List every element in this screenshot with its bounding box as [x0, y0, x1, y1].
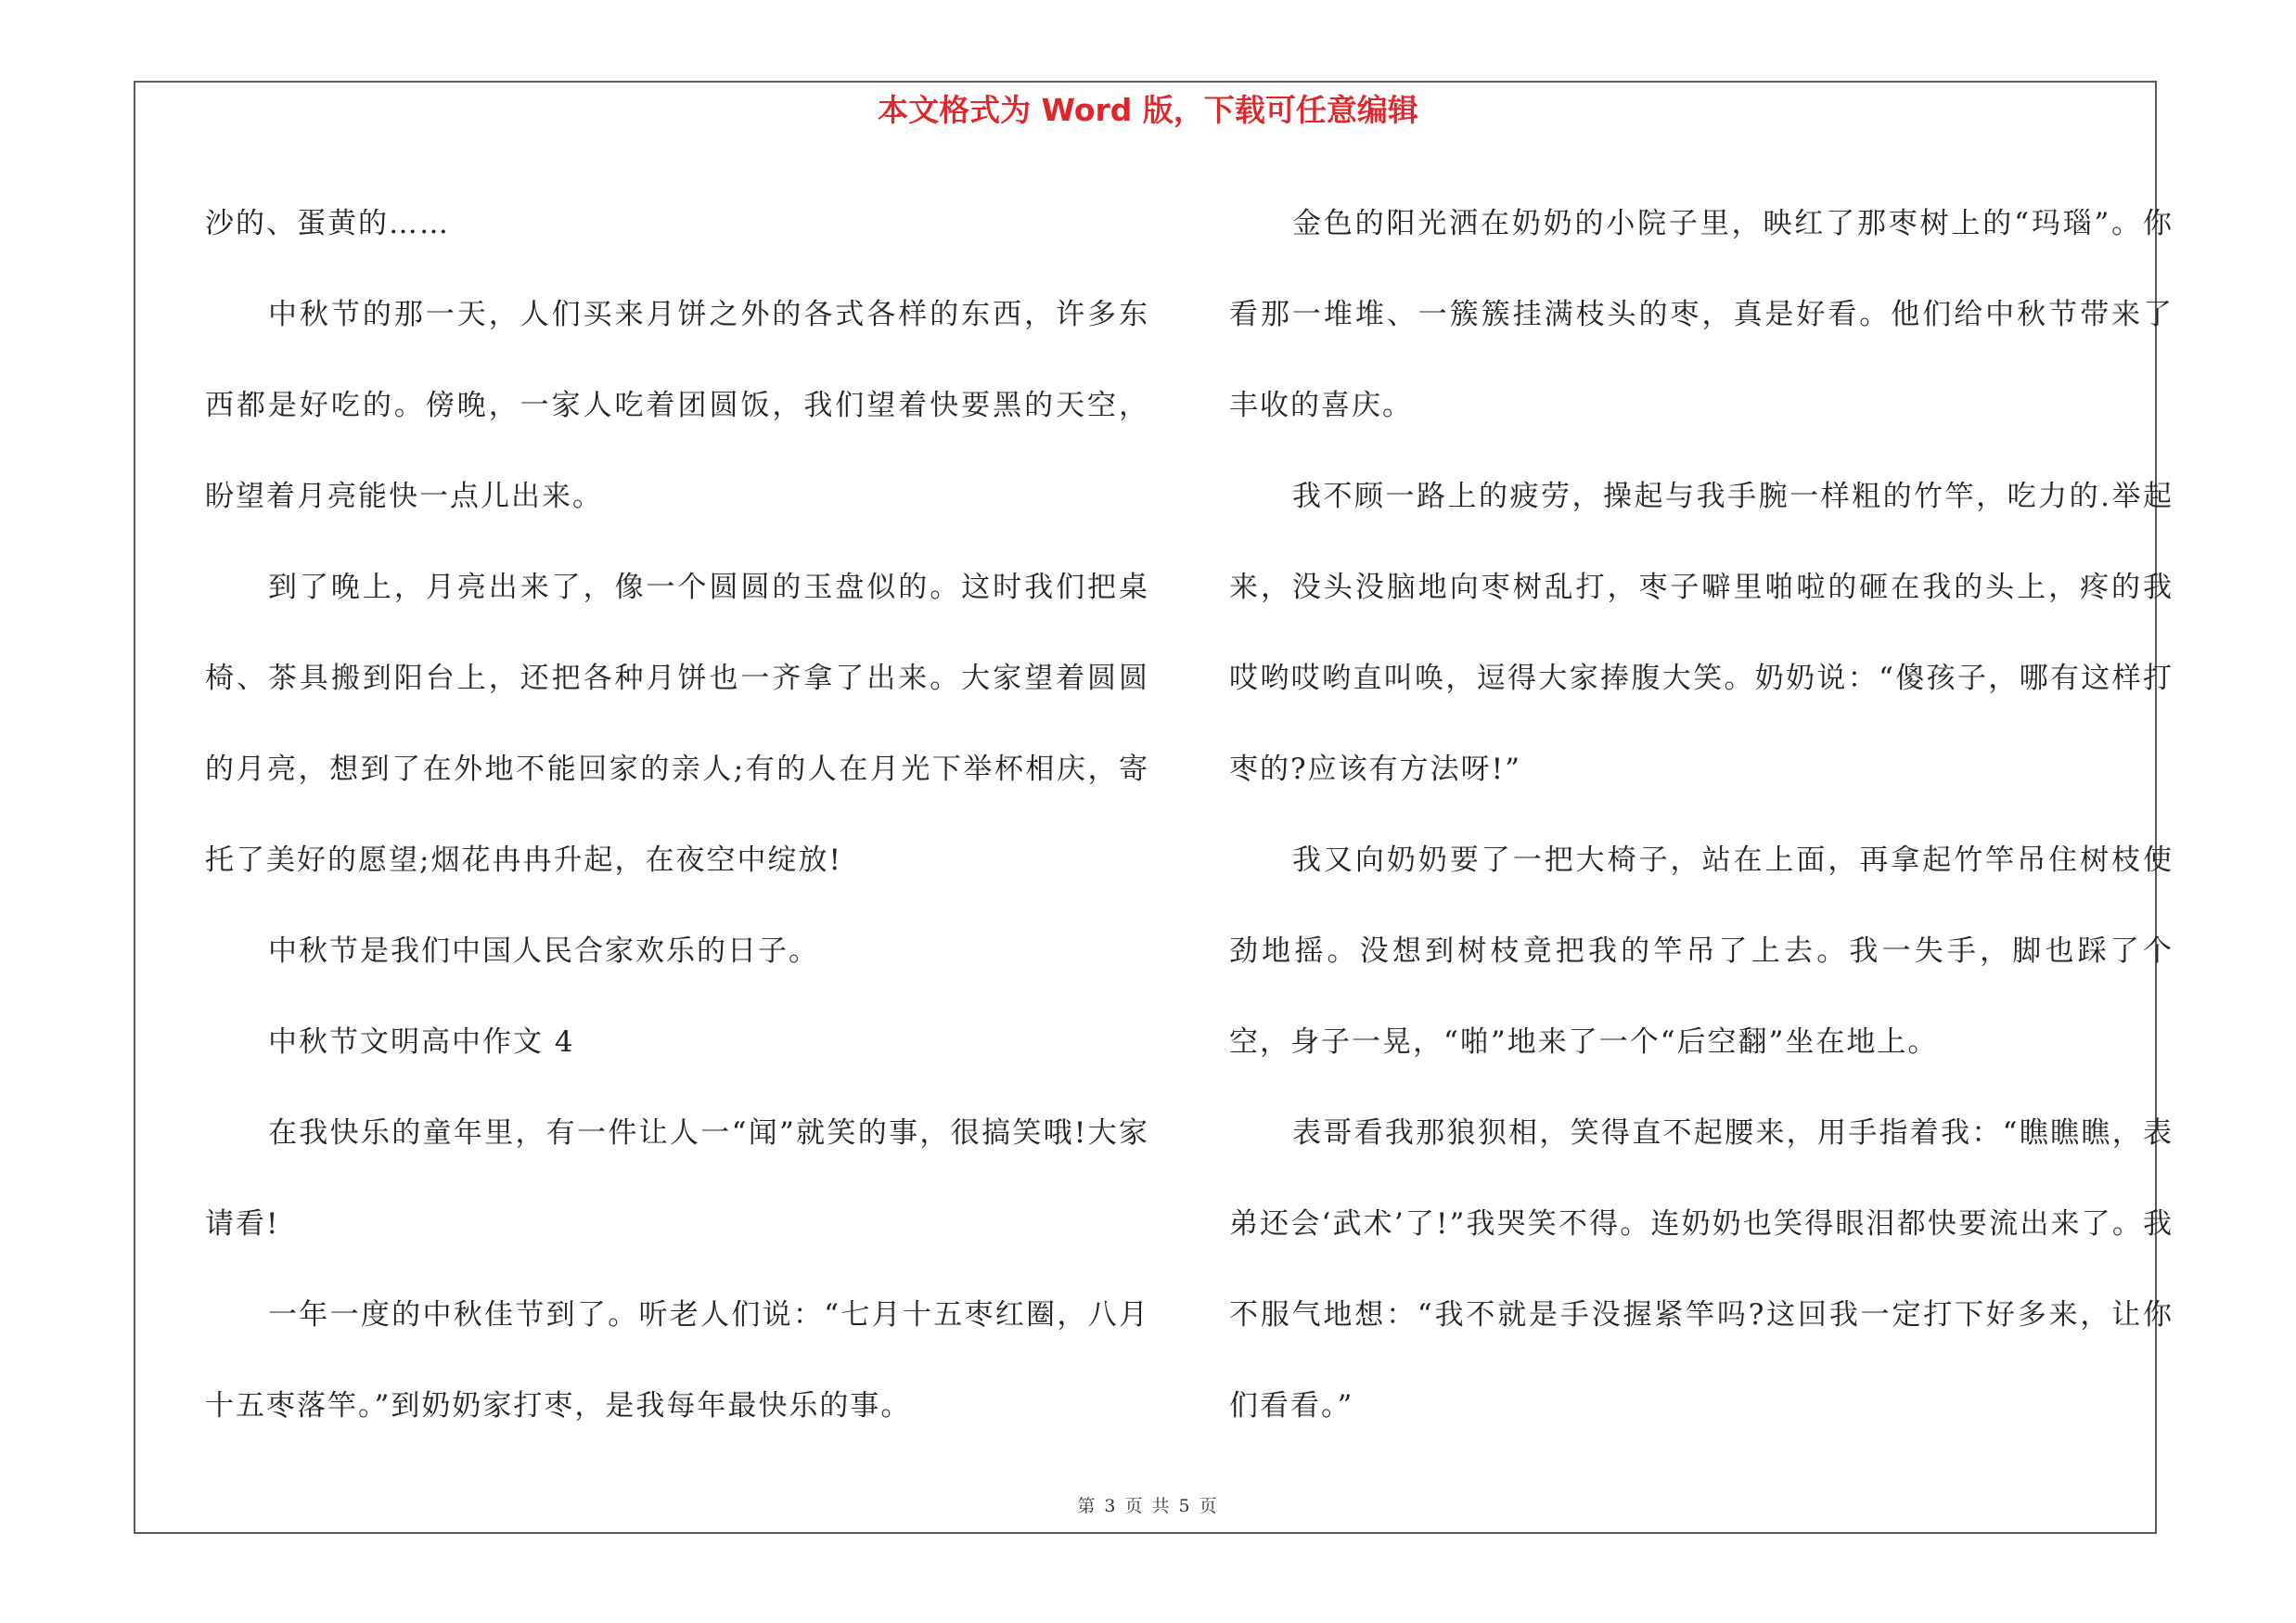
right-column — [1229, 178, 2174, 1451]
word-format-notice: 本文格式为 Word 版，下载可任意编辑 — [878, 92, 1418, 128]
paragraph: 到了晚上，月亮出来了，像一个圆圆的玉盘似的。这时我们把桌椅、茶具搬到阳台上，还把各种月饼也一齐拿了出来。大家望着圆圆的月亮，想到了在外地不能回家的亲人;有的人在月光下举杯相庆，寄托了美好的愿望;烟花冉冉升起，在夜空中绽放! — [205, 571, 1149, 877]
left-column — [205, 178, 1149, 1451]
paragraph: 中秋节的那一天，人们买来月饼之外的各式各样的东西，许多东西都是好吃的。傍晚，一家人吃着团圆饭，我们望着快要黑的天空，盼望着月亮能快一点儿出来。 — [205, 298, 1149, 513]
paragraph: 中秋节是我们中国人民合家欢乐的日子。 — [268, 934, 819, 968]
paragraph: 沙的、蛋黄的…… — [205, 207, 450, 240]
section-heading: 中秋节文明高中作文 4 — [268, 1025, 575, 1059]
paragraph: 我不顾一路上的疲劳，操起与我手腕一样粗的竹竿，吃力的.举起来，没头没脑地向枣树乱打，枣子噼里啪啦的砸在我的头上，疼的我哎哟哎哟直叫唤，逗得大家捧腹大笑。奶奶说：“傻孩子，哪有这样打枣的?应该有方法呀!” — [1229, 480, 2174, 786]
paragraph: 在我快乐的童年里，有一件让人一“闻”就笑的事，很搞笑哦!大家请看! — [205, 1116, 1149, 1241]
page-number: 第 3 页 共 5 页 — [1077, 1496, 1219, 1516]
paragraph: 金色的阳光洒在奶奶的小院子里，映红了那枣树上的“玛瑙”。你看那一堆堆、一簇簇挂满枝头的枣，真是好看。他们给中秋节带来了丰收的喜庆。 — [1229, 207, 2174, 422]
paragraph: 我又向奶奶要了一把大椅子，站在上面，再拿起竹竿吊住树枝使劲地摇。没想到树枝竟把我的竿吊了上去。我一失手，脚也踩了个空，身子一晃，“啪”地来了一个“后空翻”坐在地上。 — [1229, 844, 2174, 1059]
paragraph: 表哥看我那狼狈相，笑得直不起腰来，用手指着我：“瞧瞧瞧，表弟还会‘武术’了!”我哭笑不得。连奶奶也笑得眼泪都快要流出来了。我不服气地想：“我不就是手没握紧竿吗?这回我一定打下好多来，让你们看看。” — [1229, 1116, 2174, 1423]
paragraph: 一年一度的中秋佳节到了。听老人们说：“七月十五枣红圈，八月十五枣落竿。”到奶奶家打枣，是我每年最快乐的事。 — [205, 1298, 1149, 1423]
